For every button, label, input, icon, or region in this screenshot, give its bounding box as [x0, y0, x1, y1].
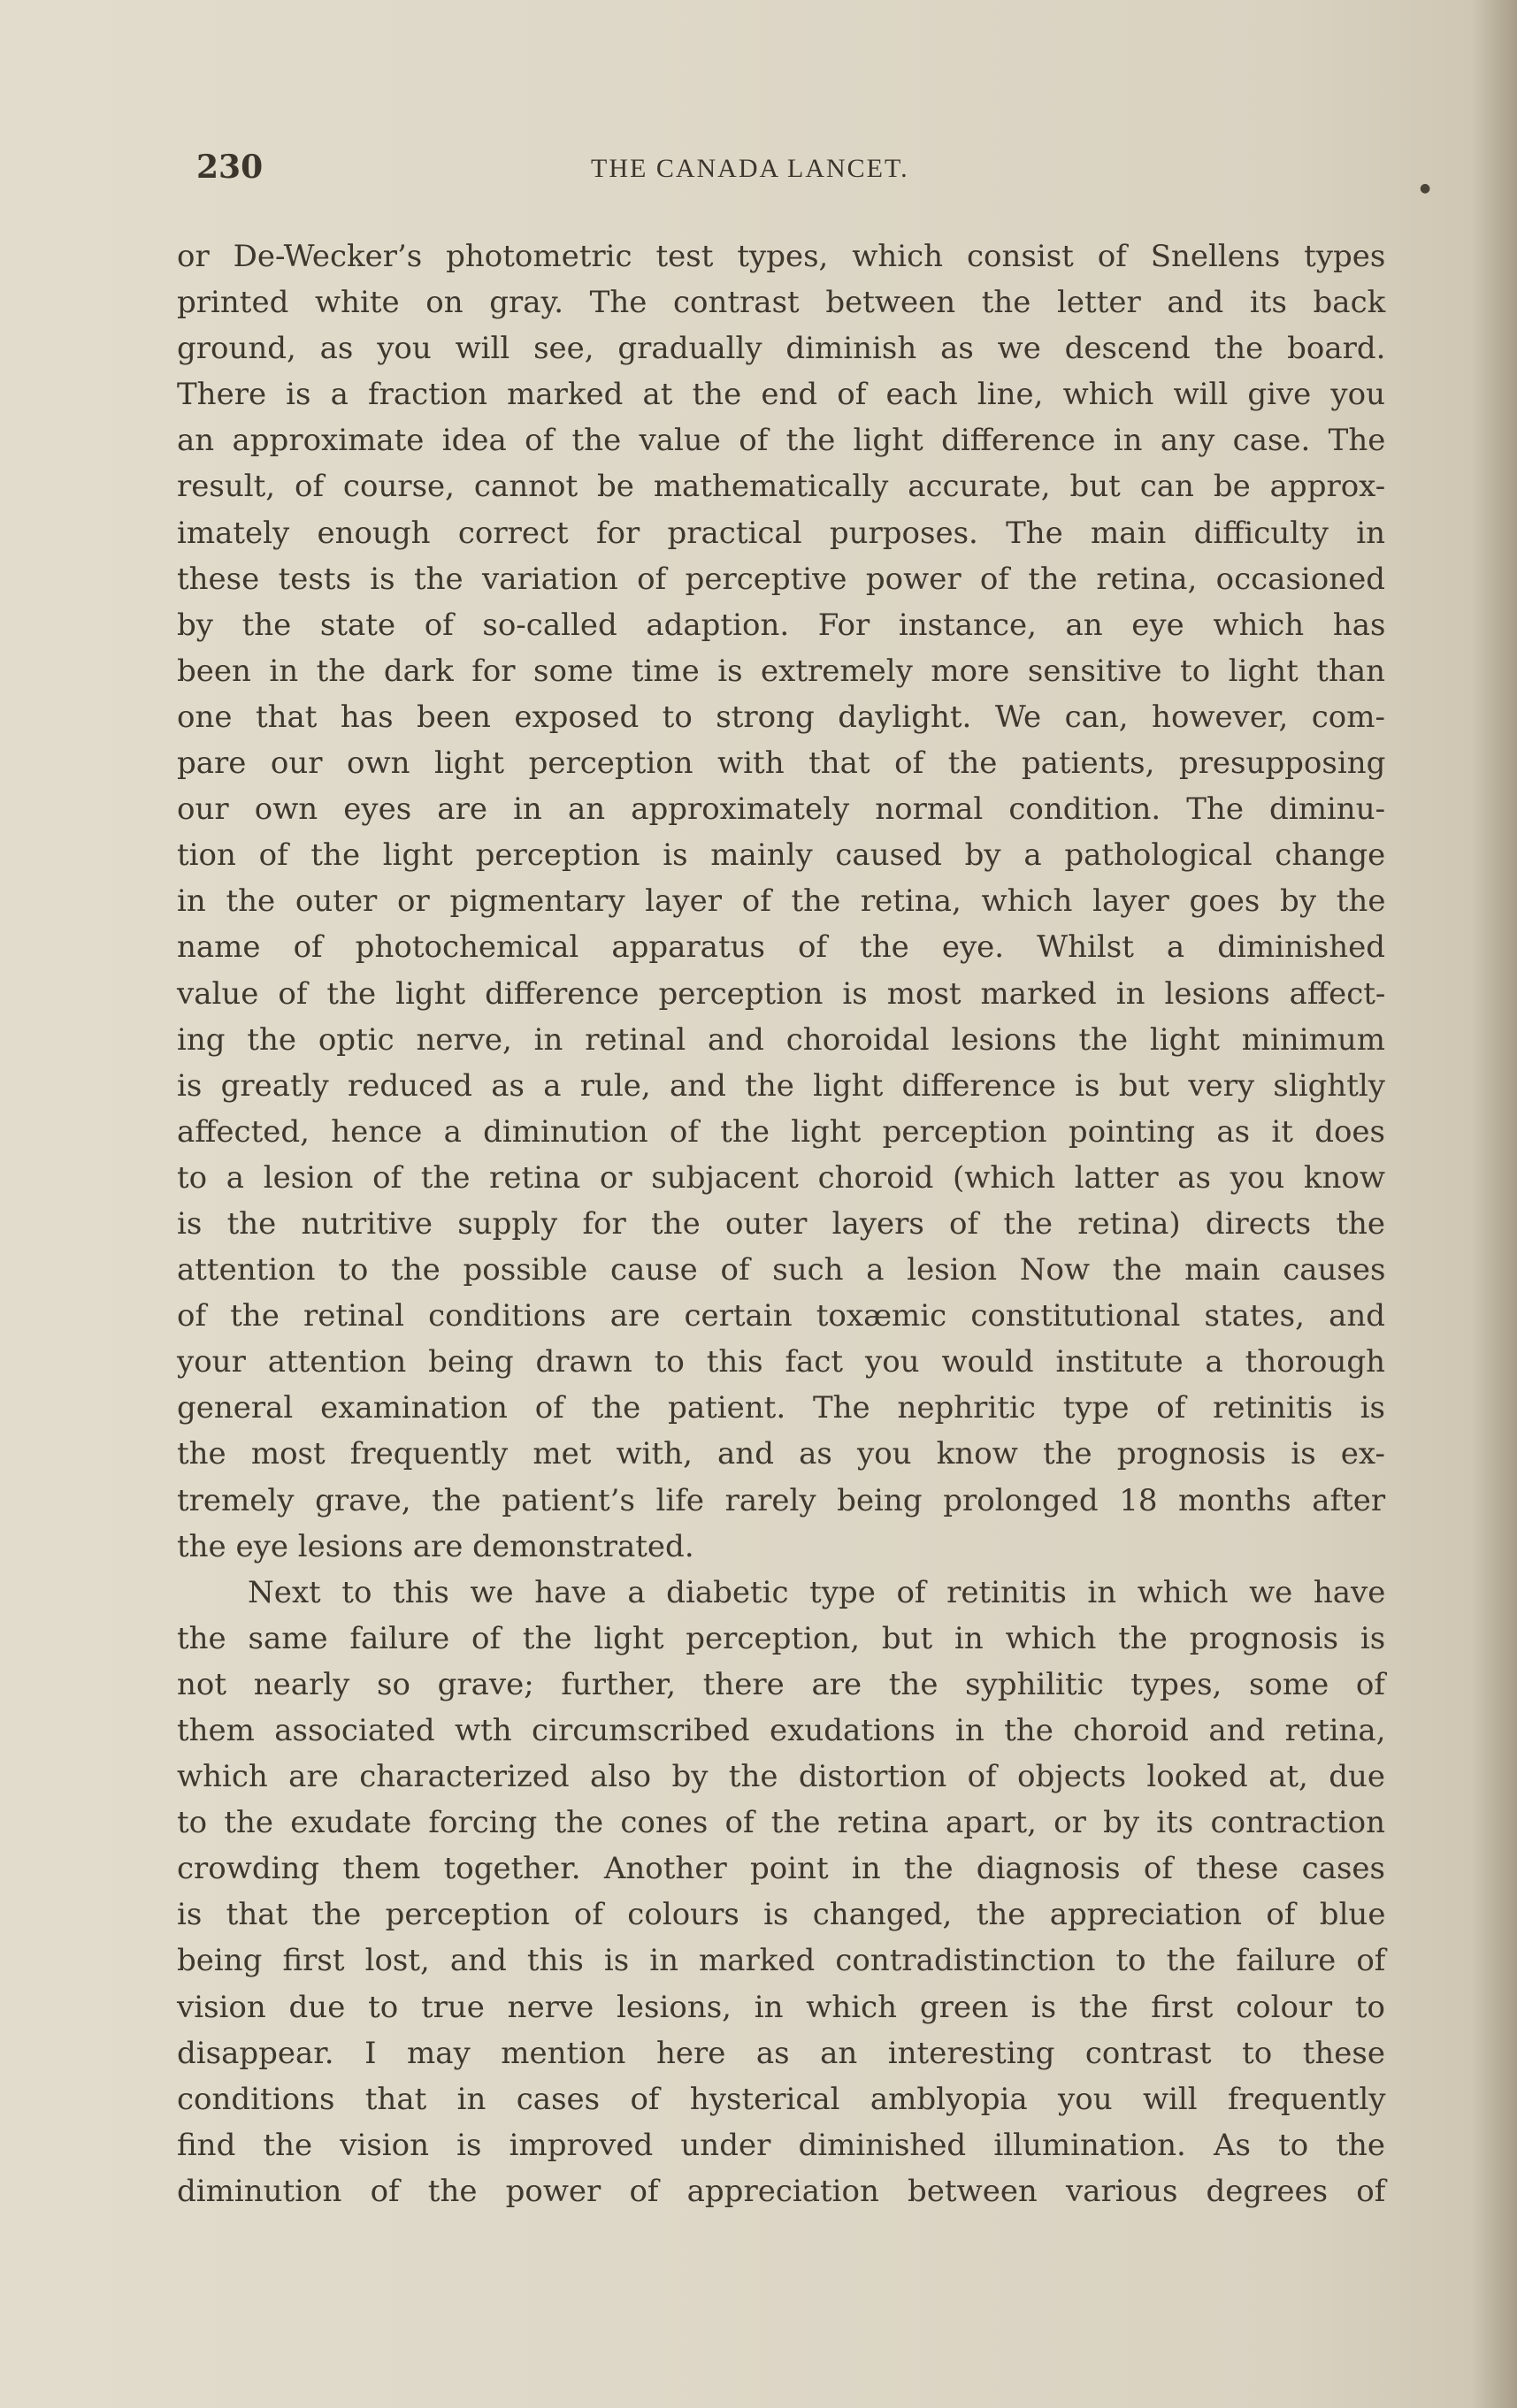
text-line: printed white on gray. The contrast between the letter and its back [177, 285, 1386, 321]
text-line: diminution of the power of appreciation between various degrees of [177, 2173, 1386, 2209]
text-line: is that the perception of colours is changed, the appreciation of blue [177, 1897, 1386, 1933]
text-line: been in the dark for some time is extremely more sensitive to light than [177, 653, 1385, 689]
text-line: affected, hence a diminution of the light perception pointing as it does [177, 1113, 1385, 1150]
text-line: pare our own light perception with that of the patients, presupposing [177, 745, 1386, 782]
paragraph-2 [177, 1570, 1385, 2214]
text-line: imately enough correct for practical purposes. The main difficulty in [177, 515, 1385, 551]
text-line: to the exudate forcing the cones of the retina apart, or by its contraction [177, 1805, 1385, 1841]
margin-dot-mark: ● [1420, 181, 1431, 195]
text-line: of the retinal conditions are certain toxæmic constitutional states, and [177, 1298, 1385, 1334]
text-line: find the vision is improved under diminished illumination. As to the [177, 2127, 1385, 2163]
text-line: these tests is the variation of perceptive power of the retina, occasioned [177, 561, 1386, 597]
body-text [177, 233, 1385, 2214]
text-line: them associated wth circumscribed exudations in the choroid and retina, [177, 1713, 1386, 1748]
text-line: the eye lesions are demonstrated. [177, 1528, 694, 1564]
text-line: general examination of the patient. The nephritic type of retinitis is [177, 1390, 1385, 1426]
text-line: by the state of so-called adaption. For instance, an eye which has [177, 607, 1386, 643]
text-line: ground, as you will see, gradually diminish as we descend the board. [177, 331, 1386, 367]
text-line: crowding them together. Another point in the diagnosis of these cases [177, 1851, 1385, 1887]
text-line: the most frequently met with, and as you know the prognosis is ex- [177, 1436, 1385, 1472]
text-line: or De-Wecker’s photometric test types, which consist of Snellens types [177, 239, 1386, 274]
text-line: ing the optic nerve, in retinal and choroidal lesions the light minimum [177, 1021, 1386, 1058]
text-line: not nearly so grave; further, there are the syphilitic types, some of [177, 1666, 1385, 1702]
text-line: name of photochemical apparatus of the eye. Whilst a diminished [177, 929, 1385, 966]
text-line: in the outer or pigmentary layer of the retina, which layer goes by the [177, 883, 1386, 920]
text-line: our own eyes are in an approximately normal condition. The diminu- [177, 791, 1386, 828]
text-line: which are characterized also by the distortion of objects looked at, due [177, 1759, 1385, 1795]
text-line: attention to the possible cause of such a lesion Now the main causes [177, 1252, 1386, 1288]
text-line: is the nutritive supply for the outer layers of the retina) directs the [177, 1205, 1385, 1242]
text-line: tion of the light perception is mainly caused by a pathological change [177, 837, 1386, 874]
text-line: vision due to true nerve lesions, in which green is the first colour to [177, 1989, 1385, 2025]
page-header [0, 146, 1517, 199]
text-line: Next to this we have a diabetic type of retinitis in which we have [248, 1574, 1386, 1610]
text-line: value of the light difference perception is most marked in lesions affect- [177, 975, 1386, 1012]
text-line: tremely grave, the patient’s life rarely being prolonged 18 months after [177, 1482, 1386, 1518]
text-line: the same failure of the light perception, but in which the prognosis is [177, 1620, 1386, 1656]
text-line: conditions that in cases of hysterical amblyopia you will frequently [177, 2081, 1386, 2117]
text-line: There is a fraction marked at the end of each line, which will give you [177, 377, 1385, 413]
text-line: disappear. I may mention here as an interesting contrast to these [177, 2035, 1385, 2071]
text-line: one that has been exposed to strong daylight. We can, however, com- [177, 699, 1385, 735]
text-line: your attention being drawn to this fact you would institute a thorough [177, 1344, 1385, 1380]
running-head: THE CANADA LANCET. [591, 154, 909, 183]
text-line: being first lost, and this is in marked contradistinction to the failure of [177, 1943, 1386, 1979]
page-number: 230 [196, 149, 264, 186]
text-line: to a lesion of the retina or subjacent choroid (which latter as you know [177, 1159, 1385, 1196]
text-line: is greatly reduced as a rule, and the light difference is but very slightly [177, 1067, 1385, 1104]
text-line: an approximate idea of the value of the light difference in any case. The [177, 423, 1386, 459]
text-line: result, of course, cannot be mathematically accurate, but can be approx- [177, 469, 1386, 505]
paragraph-1 [177, 233, 1385, 1570]
